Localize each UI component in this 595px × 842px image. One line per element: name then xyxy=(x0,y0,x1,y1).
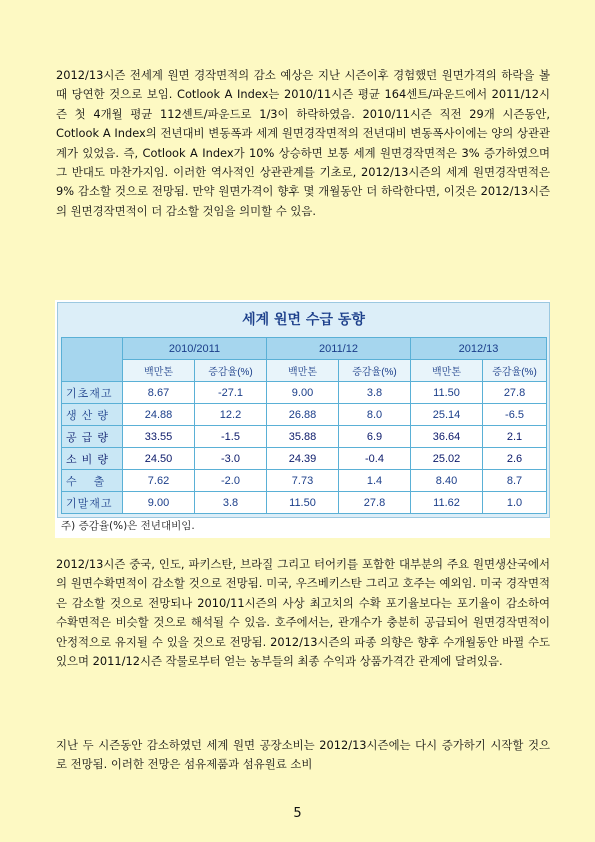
table-cell: 1.4 xyxy=(339,470,411,492)
table-row xyxy=(62,404,547,426)
table-cell: 8.7 xyxy=(483,470,547,492)
table-row xyxy=(62,448,547,470)
table-title: 세계 원면 수급 동향 xyxy=(242,312,365,328)
table-cell: 3.8 xyxy=(195,492,267,514)
table-cell: 25.02 xyxy=(411,448,483,470)
table-cell: 1.0 xyxy=(483,492,547,514)
table-cell: 11.50 xyxy=(411,382,483,404)
table-subheader-row xyxy=(62,360,547,382)
row-label: 생 산 량 xyxy=(62,404,123,426)
paragraph-2: 2012/13시즌 중국, 인도, 파키스탄, 브라질 그리고 터어키를 포함한 대부분의 주요 원면생산국에서의 원면수확면적이 감소할 것으로 전망됨. 미국, 우즈베키스탄 그리고 호주는 예외임. 미국 경작면적은 감소할 것으로 전망되나 2010/11시즌의 사상 최고치의 수확 포기율보다는 포기율이 감소하여 수확면적은 비슷할 것으로 해석될 수 있음. 호주에서는, 관개수가 충분히 공급되어 원면경작면적이 안정적으로 유지될 수 있을 것으로 전망됨. 2012/13시즌의 파종 의향은 향후 수개월동안 바뀔 수도 있으며 2011/12시즌 작물로부터 얻는 농부들의 최종 수익과 상품가격간 관계에 달려있음. xyxy=(56,557,550,669)
supply-demand-table xyxy=(61,337,547,514)
table-cell: -6.5 xyxy=(483,404,547,426)
table-cell: 8.40 xyxy=(411,470,483,492)
table-cell: 24.88 xyxy=(123,404,195,426)
table-cell: 27.8 xyxy=(339,492,411,514)
row-label: 공 급 량 xyxy=(62,426,123,448)
table-cell: 9.00 xyxy=(267,382,339,404)
change-header: 증감율(%) xyxy=(339,360,411,382)
row-label: 기말재고 xyxy=(62,492,123,514)
table-cell: -0.4 xyxy=(339,448,411,470)
table-cell: 3.8 xyxy=(339,382,411,404)
table-period-row xyxy=(62,338,547,360)
unit-header: 백만톤 xyxy=(411,360,483,382)
paragraph-3: 지난 두 시즌동안 감소하였던 세계 원면 공장소비는 2012/13시즌에는 다시 증가하기 시작할 것으로 전망됨. 이러한 전망은 섬유제품과 섬유원료 소비 xyxy=(56,738,550,772)
table-cell: 8.67 xyxy=(123,382,195,404)
unit-header: 백만톤 xyxy=(267,360,339,382)
table-cell: -1.5 xyxy=(195,426,267,448)
period-header: 2010/2011 xyxy=(123,338,267,360)
table-cell: 25.14 xyxy=(411,404,483,426)
table-cell: 7.62 xyxy=(123,470,195,492)
row-label: 기초재고 xyxy=(62,382,123,404)
table-cell: 2.1 xyxy=(483,426,547,448)
table-cell: 11.62 xyxy=(411,492,483,514)
page-number: 5 xyxy=(293,806,302,821)
table-cell: 35.88 xyxy=(267,426,339,448)
table-cell: 24.50 xyxy=(123,448,195,470)
unit-header: 백만톤 xyxy=(123,360,195,382)
corner-cell xyxy=(62,338,123,382)
row-label: 수 출 xyxy=(62,470,123,492)
table-body xyxy=(62,382,547,514)
table-cell: 7.73 xyxy=(267,470,339,492)
period-header: 2011/12 xyxy=(267,338,411,360)
period-header: 2012/13 xyxy=(411,338,547,360)
table-cell: 9.00 xyxy=(123,492,195,514)
table-row xyxy=(62,426,547,448)
table-cell: -2.0 xyxy=(195,470,267,492)
table-cell: 2.6 xyxy=(483,448,547,470)
table-cell: 11.50 xyxy=(267,492,339,514)
table-cell: 27.8 xyxy=(483,382,547,404)
paragraph-1: 2012/13시즌 전세계 원면 경작면적의 감소 예상은 지난 시즌이후 경험했던 원면가격의 하락을 볼 때 당연한 것으로 보임. Cotlook A Index는 2010/11시즌 평균 164센트/파운드에서 2011/12시즌 첫 4개월 평균 112센트/파운드로 1/3이 하락하였음. 2010/11시즌 직전 29개 시즌동안, Cotlook A Index의 전년대비 변동폭과 세계 원면경작면적의 전년대비 변동폭사이에는 양의 상관관계가 있었음. 즉, Cotlook A Index가 10% 상승하면 보통 세계 원면경작면적은 3% 증가하였으며 그 반대도 마찬가지임. 이러한 역사적인 상관관계를 기초로, 2012/13시즌의 세계 원면경작면적은 9% 감소할 것으로 전망됨. 만약 원면가격이 향후 몇 개월동안 더 하락한다면, 이것은 2012/13시즌의 원면경작면적이 더 감소할 것임을 의미할 수 있음. xyxy=(56,68,550,218)
table-cell: 12.2 xyxy=(195,404,267,426)
change-header: 증감율(%) xyxy=(483,360,547,382)
table-cell: 36.64 xyxy=(411,426,483,448)
table-cell: 6.9 xyxy=(339,426,411,448)
change-header: 증감율(%) xyxy=(195,360,267,382)
table-cell: 33.55 xyxy=(123,426,195,448)
table-cell: -27.1 xyxy=(195,382,267,404)
table-cell: 24.39 xyxy=(267,448,339,470)
supply-demand-figure xyxy=(55,300,550,538)
table-cell: 8.0 xyxy=(339,404,411,426)
table-row xyxy=(62,492,547,514)
table-cell: -3.0 xyxy=(195,448,267,470)
table-cell: 26.88 xyxy=(267,404,339,426)
table-row xyxy=(62,470,547,492)
table-row xyxy=(62,382,547,404)
table-note: 주) 증감율(%)은 전년대비임. xyxy=(61,520,195,532)
row-label: 소 비 량 xyxy=(62,448,123,470)
table-box xyxy=(57,302,550,518)
